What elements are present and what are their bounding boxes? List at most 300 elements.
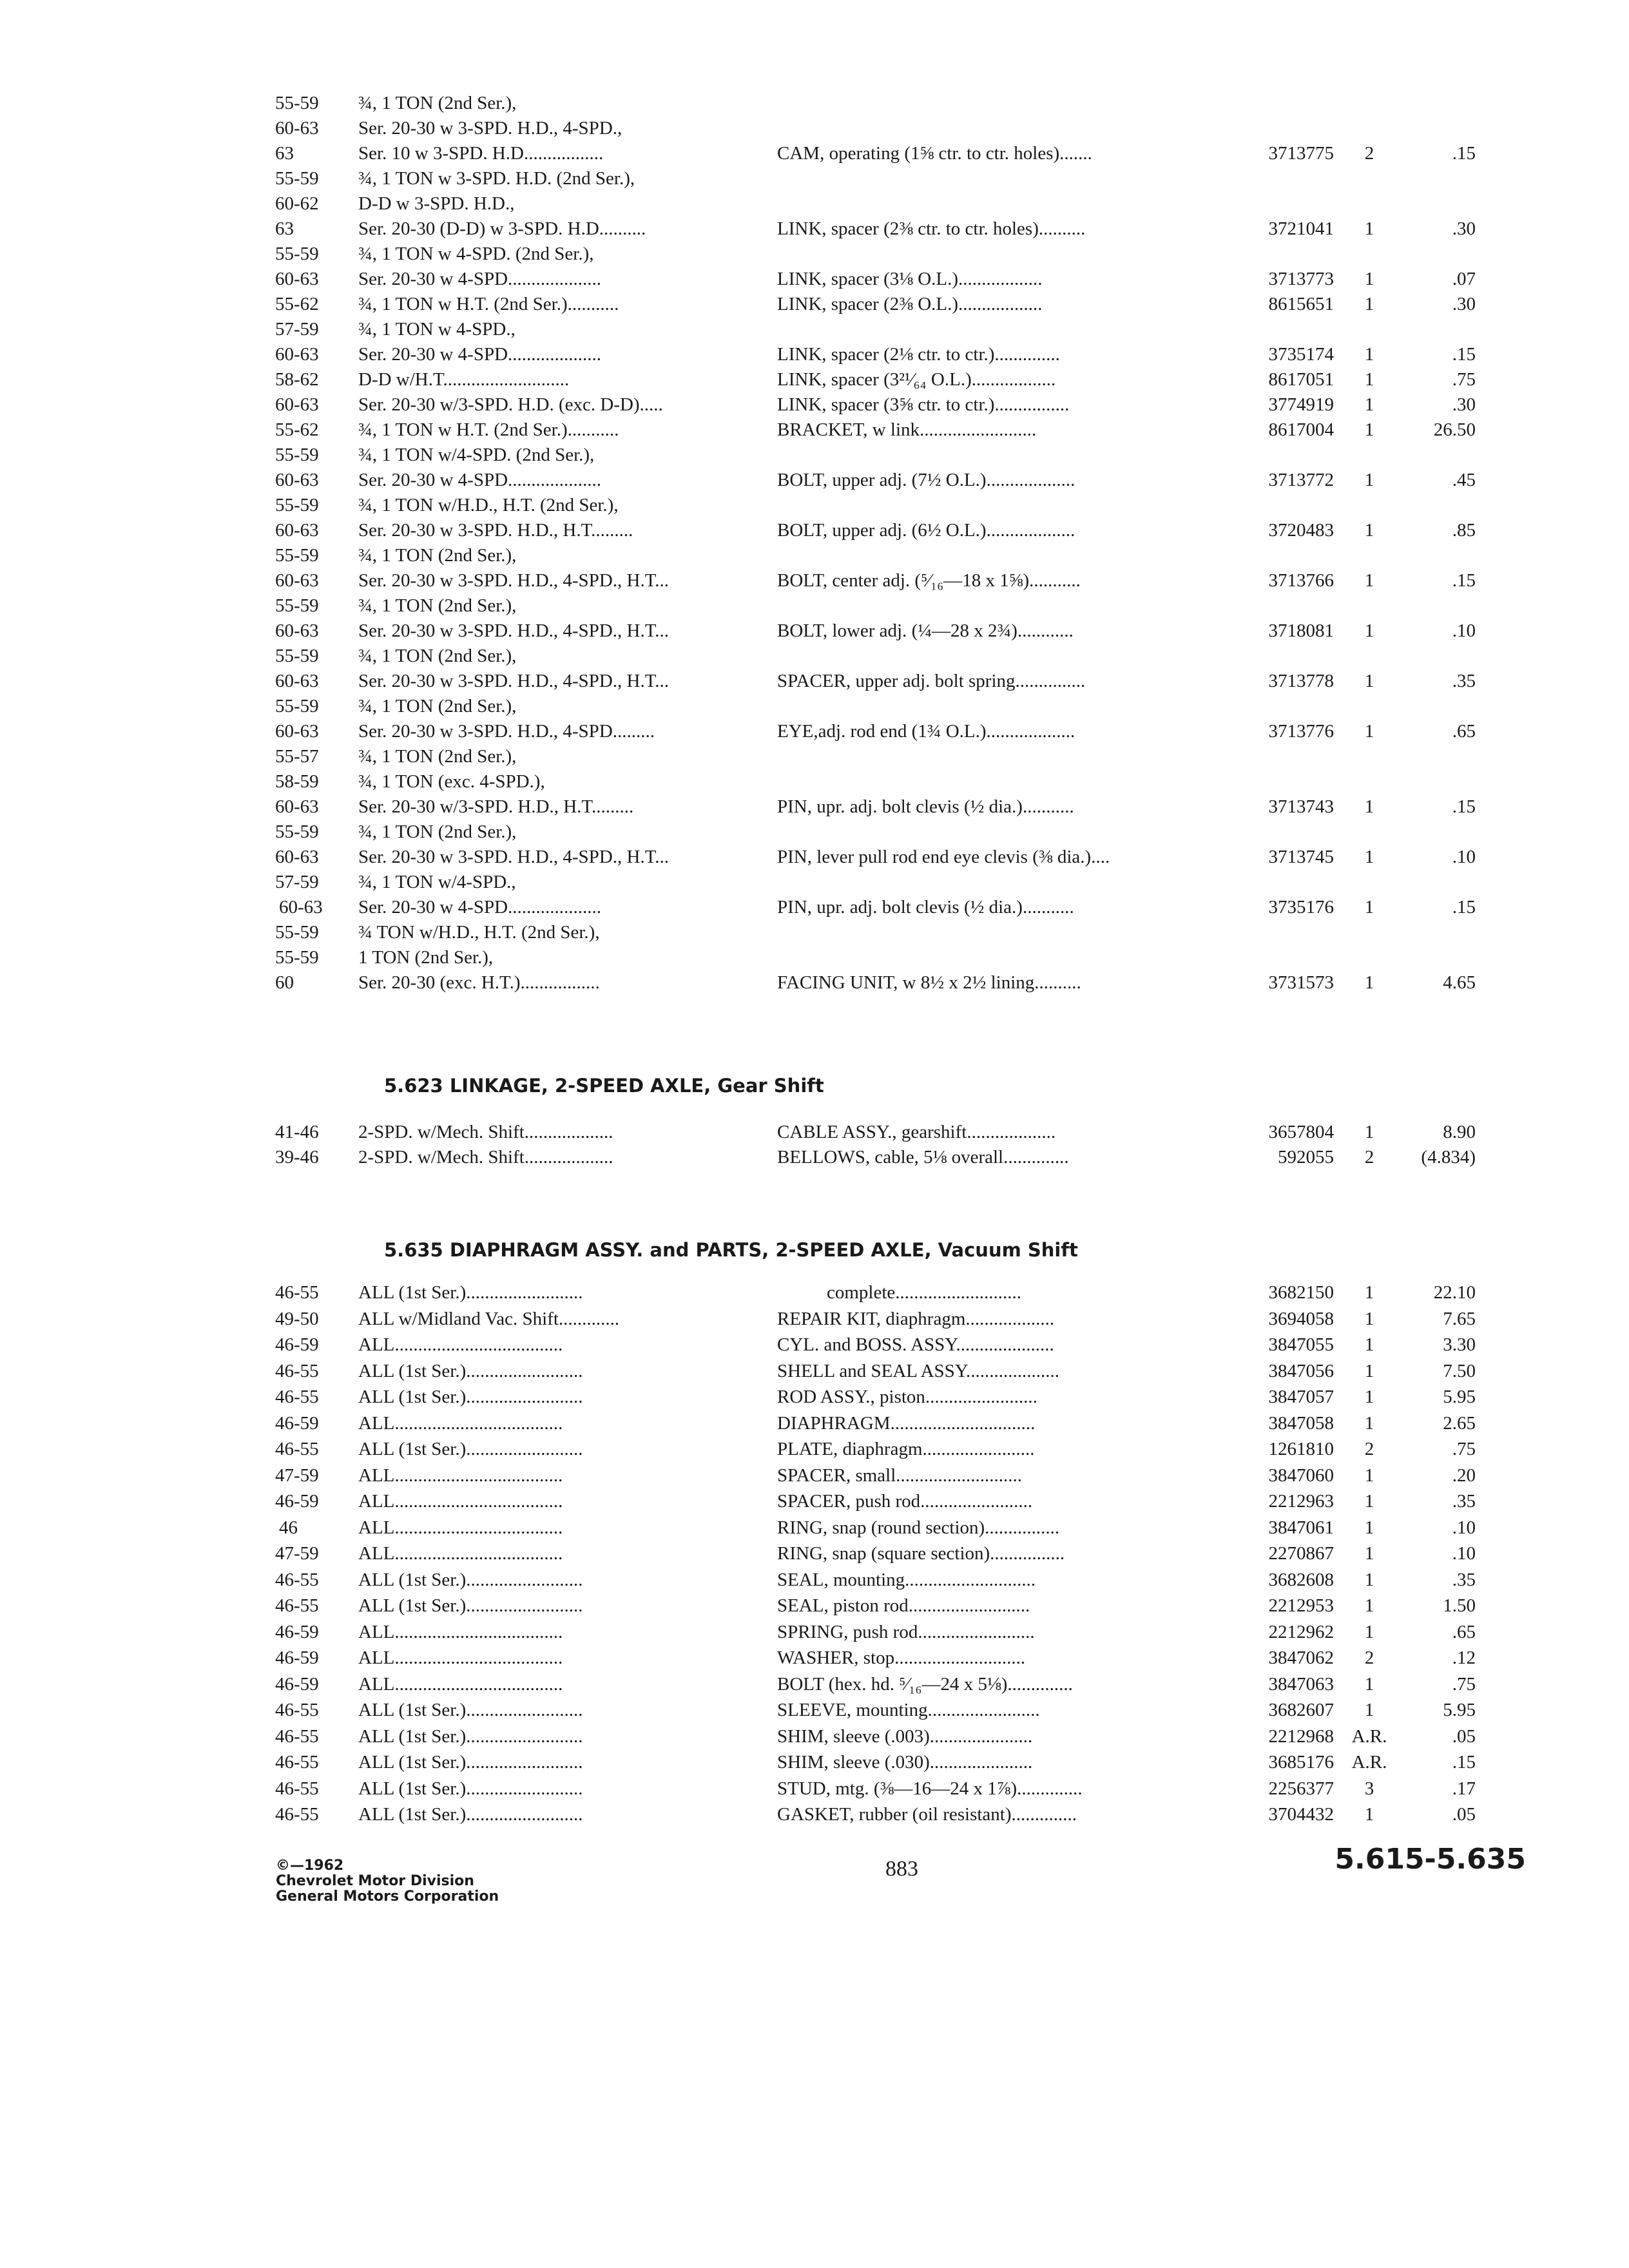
model-description: ALL (1st Ser.)......................... <box>358 1282 583 1303</box>
table-row <box>0 1436 1629 1462</box>
table-row <box>0 543 1629 568</box>
table-row <box>0 1567 1629 1593</box>
table-row <box>0 216 1629 242</box>
part-description: BELLOWS, cable, 5⅛ overall.............. <box>777 1147 1069 1168</box>
year-range: 55-62 <box>275 419 319 440</box>
year-range: 58-59 <box>275 771 319 792</box>
list-price: 22.10 <box>1433 1282 1476 1303</box>
quantity: 1 <box>1364 620 1374 641</box>
part-description: LINK, spacer (2⅜ O.L.).................. <box>777 294 1043 314</box>
table-row <box>0 341 1629 367</box>
quantity: 2 <box>1364 1439 1374 1459</box>
list-price: .20 <box>1452 1465 1476 1486</box>
year-range: 63 <box>275 143 294 164</box>
model-description: Ser. 20-30 w 4-SPD.................... <box>358 269 602 289</box>
year-range: 46-59 <box>275 1673 319 1695</box>
year-range: 46-59 <box>275 1412 319 1434</box>
part-number: 3735176 <box>1268 897 1334 918</box>
year-range: 57-59 <box>275 319 319 340</box>
part-description: BOLT, upper adj. (6½ O.L.)................... <box>777 520 1075 541</box>
part-number: 2212968 <box>1268 1725 1334 1747</box>
part-description: BOLT, lower adj. (¼—28 x 2¾)............ <box>777 620 1074 641</box>
table-row <box>0 115 1629 141</box>
quantity: 2 <box>1364 1147 1374 1168</box>
year-range: 47-59 <box>275 1465 319 1486</box>
model-description: ALL (1st Ser.)......................... <box>358 1778 583 1799</box>
table-row <box>0 517 1629 543</box>
part-description: SPACER, upper adj. bolt spring............... <box>777 671 1086 691</box>
list-price: 2.65 <box>1443 1412 1476 1434</box>
model-description: ALL.................................... <box>358 1334 563 1355</box>
model-description: ¾, 1 TON (2nd Ser.), <box>358 93 517 113</box>
table-row <box>0 241 1629 267</box>
part-number: 8617051 <box>1268 369 1334 390</box>
year-range: 55-59 <box>275 545 319 566</box>
list-price: (4.834) <box>1421 1147 1476 1168</box>
year-range: 46-55 <box>275 1752 319 1773</box>
model-description: ALL.................................... <box>358 1412 563 1434</box>
table-row <box>0 970 1629 995</box>
model-description: ALL w/Midland Vac. Shift............. <box>358 1308 620 1329</box>
year-range: 46-59 <box>275 1621 319 1642</box>
quantity: A.R. <box>1351 1725 1387 1747</box>
quantity: 1 <box>1364 1621 1374 1642</box>
year-range: 46-55 <box>275 1569 319 1590</box>
part-description: SHELL and SEAL ASSY.................... <box>777 1360 1059 1381</box>
quantity: 1 <box>1364 671 1374 691</box>
year-range: 60-63 <box>275 671 319 691</box>
year-range: 55-62 <box>275 294 319 314</box>
model-description: Ser. 20-30 w 3-SPD. H.D., 4-SPD., H.T... <box>358 847 670 867</box>
table-row <box>0 417 1629 443</box>
list-price: .05 <box>1452 1725 1476 1747</box>
part-number: 3713766 <box>1268 570 1334 591</box>
part-description: LINK, spacer (3⅝ ctr. to ctr.)................ <box>777 394 1070 415</box>
part-number: 3774919 <box>1268 394 1334 415</box>
part-number: 3713772 <box>1268 470 1334 490</box>
list-price: .30 <box>1452 218 1476 239</box>
table-row <box>0 492 1629 518</box>
quantity: 1 <box>1364 218 1374 239</box>
model-description: ¾, 1 TON w 4-SPD., <box>358 319 516 340</box>
part-description: ROD ASSY., piston........................ <box>777 1387 1037 1407</box>
model-description: ¾, 1 TON (2nd Ser.), <box>358 595 517 616</box>
year-range: 46-55 <box>275 1387 319 1407</box>
part-description: CYL. and BOSS. ASSY..................... <box>777 1334 1054 1355</box>
part-description: SHIM, sleeve (.003)...................... <box>777 1725 1033 1747</box>
year-range: 60-63 <box>275 269 319 289</box>
table-row <box>0 668 1629 694</box>
part-description: SHIM, sleeve (.030)...................... <box>777 1752 1033 1773</box>
part-description: LINK, spacer (2⅜ ctr. to ctr. holes).......... <box>777 218 1086 239</box>
year-range: 55-59 <box>275 696 319 716</box>
copyright-block <box>276 1858 499 1905</box>
quantity: 1 <box>1364 470 1374 490</box>
table-row <box>0 1358 1629 1384</box>
quantity: A.R. <box>1351 1752 1387 1773</box>
list-price: .15 <box>1452 796 1476 817</box>
year-range: 60-63 <box>275 796 319 817</box>
part-number: 3682150 <box>1268 1282 1334 1303</box>
model-description: Ser. 20-30 w 3-SPD. H.D., 4-SPD., <box>358 118 622 139</box>
table-row <box>0 693 1629 719</box>
model-description: ALL.................................... <box>358 1491 563 1512</box>
quantity: 3 <box>1364 1778 1374 1799</box>
table-row <box>0 643 1629 669</box>
model-description: ¾, 1 TON w/4-SPD., <box>358 872 516 892</box>
list-price: .35 <box>1452 1569 1476 1590</box>
year-range: 55-59 <box>275 822 319 842</box>
part-description: RING, snap (round section)................ <box>777 1517 1060 1538</box>
year-range: 46-55 <box>275 1804 319 1825</box>
list-price: 7.50 <box>1443 1360 1476 1381</box>
quantity: 1 <box>1364 294 1374 314</box>
part-description: PIN, lever pull rod end eye clevis (⅜ dia.).... <box>777 847 1110 867</box>
part-description: BOLT, center adj. (⁵⁄₁₆—18 x 1⅝)........... <box>777 570 1081 591</box>
quantity: 1 <box>1364 847 1374 867</box>
table-row <box>0 819 1629 845</box>
part-number: 8617004 <box>1268 419 1334 440</box>
table-row <box>0 1671 1629 1697</box>
table-row <box>0 744 1629 769</box>
quantity: 1 <box>1364 1700 1374 1720</box>
year-range: 60-63 <box>275 394 319 415</box>
table-row <box>0 367 1629 392</box>
list-price: .10 <box>1452 620 1476 641</box>
model-description: ALL (1st Ser.)......................... <box>358 1752 583 1773</box>
year-range: 60-63 <box>275 470 319 490</box>
table-row <box>0 1749 1629 1775</box>
part-number: 3713778 <box>1268 671 1334 691</box>
part-description: complete........................... <box>827 1282 1022 1303</box>
part-description: SEAL, piston rod.......................... <box>777 1595 1030 1616</box>
model-description: ¾, 1 TON w H.T. (2nd Ser.)........... <box>358 419 619 440</box>
part-description: PIN, upr. adj. bolt clevis (½ dia.)........... <box>777 897 1074 918</box>
model-description: ALL (1st Ser.)......................... <box>358 1360 583 1381</box>
table-row <box>0 266 1629 292</box>
year-range: 55-59 <box>275 244 319 264</box>
table-row <box>0 1306 1629 1332</box>
table-row <box>0 392 1629 418</box>
quantity: 1 <box>1364 1412 1374 1434</box>
table-row <box>0 291 1629 317</box>
table-row <box>0 1697 1629 1723</box>
table-row <box>0 1724 1629 1749</box>
year-range: 60-63 <box>275 118 319 139</box>
table-row <box>0 869 1629 895</box>
division-name: Chevrolet Motor Division <box>276 1873 474 1889</box>
list-price: 5.95 <box>1443 1700 1476 1720</box>
part-description: SPACER, small........................... <box>777 1465 1023 1486</box>
part-description: BOLT, upper adj. (7½ O.L.)................... <box>777 470 1075 490</box>
year-range: 46-59 <box>275 1648 319 1668</box>
part-description: SLEEVE, mounting........................ <box>777 1700 1040 1720</box>
year-range: 58-62 <box>275 369 319 390</box>
part-number: 1261810 <box>1268 1439 1334 1459</box>
section-range: 5.615-5.635 <box>1335 1843 1526 1876</box>
table-row <box>0 618 1629 644</box>
table-row <box>0 1488 1629 1514</box>
table-row <box>0 1541 1629 1566</box>
model-description: Ser. 20-30 w 3-SPD. H.D., 4-SPD......... <box>358 721 655 742</box>
part-number: 2212963 <box>1268 1491 1334 1512</box>
model-description: ALL (1st Ser.)......................... <box>358 1387 583 1407</box>
part-number: 2212953 <box>1268 1595 1334 1616</box>
part-number: 3718081 <box>1268 620 1334 641</box>
part-number: 3694058 <box>1268 1308 1334 1329</box>
list-price: 4.65 <box>1443 972 1476 993</box>
year-range: 60-63 <box>275 847 319 867</box>
list-price: .17 <box>1452 1778 1476 1799</box>
year-range: 46 <box>279 1517 298 1538</box>
model-description: ¾, 1 TON w 4-SPD. (2nd Ser.), <box>358 244 594 264</box>
year-range: 46-59 <box>275 1491 319 1512</box>
model-description: ¾, 1 TON w/4-SPD. (2nd Ser.), <box>358 445 595 465</box>
table-row <box>0 1410 1629 1436</box>
year-range: 60-63 <box>275 344 319 365</box>
quantity: 1 <box>1364 419 1374 440</box>
year-range: 41-46 <box>275 1122 319 1142</box>
year-range: 46-55 <box>275 1778 319 1799</box>
year-range: 60-63 <box>279 897 323 918</box>
model-description: ALL (1st Ser.)......................... <box>358 1595 583 1616</box>
model-description: ALL (1st Ser.)......................... <box>358 1725 583 1747</box>
part-description: PLATE, diaphragm........................ <box>777 1439 1035 1459</box>
year-range: 60-62 <box>275 193 319 214</box>
model-description: ALL.................................... <box>358 1543 563 1564</box>
model-description: ¾, 1 TON (2nd Ser.), <box>358 545 517 566</box>
part-description: SPACER, push rod........................ <box>777 1491 1033 1512</box>
model-description: Ser. 10 w 3-SPD. H.D................. <box>358 143 604 164</box>
quantity: 1 <box>1364 1308 1374 1329</box>
table-row <box>0 1776 1629 1802</box>
table-row <box>0 568 1629 593</box>
part-number: 2256377 <box>1268 1778 1334 1799</box>
quantity: 1 <box>1364 1517 1374 1538</box>
quantity: 1 <box>1364 1543 1374 1564</box>
year-range: 46-55 <box>275 1282 319 1303</box>
quantity: 1 <box>1364 1334 1374 1355</box>
table-row <box>0 1645 1629 1671</box>
year-range: 55-59 <box>275 922 319 943</box>
table-row <box>0 1144 1629 1170</box>
model-description: ¾, 1 TON (2nd Ser.), <box>358 646 517 666</box>
year-range: 46-55 <box>275 1360 319 1381</box>
corporation-name: General Motors Corporation <box>276 1888 499 1905</box>
year-range: 55-59 <box>275 947 319 968</box>
table-row <box>0 166 1629 191</box>
table-row <box>0 1280 1629 1305</box>
year-range: 46-55 <box>275 1595 319 1616</box>
list-price: 7.65 <box>1443 1308 1476 1329</box>
copyright-year: ©—1962 <box>276 1858 344 1874</box>
list-price: .30 <box>1452 294 1476 314</box>
part-number: 3682607 <box>1268 1700 1334 1720</box>
quantity: 1 <box>1364 570 1374 591</box>
part-description: SEAL, mounting............................ <box>777 1569 1036 1590</box>
model-description: D-D w/H.T........................... <box>358 369 570 390</box>
quantity: 1 <box>1364 796 1374 817</box>
list-price: .15 <box>1452 143 1476 164</box>
part-number: 3720483 <box>1268 520 1334 541</box>
part-number: 3704432 <box>1268 1804 1334 1825</box>
quantity: 1 <box>1364 1595 1374 1616</box>
model-description: ALL (1st Ser.)......................... <box>358 1569 583 1590</box>
part-number: 3847057 <box>1268 1387 1334 1407</box>
model-description: ALL (1st Ser.)......................... <box>358 1439 583 1459</box>
table-row <box>0 1463 1629 1488</box>
part-number: 3682608 <box>1268 1569 1334 1590</box>
table-row <box>0 442 1629 468</box>
model-description: ¾, 1 TON w/H.D., H.T. (2nd Ser.), <box>358 495 619 515</box>
table-row <box>0 718 1629 744</box>
model-description: ALL (1st Ser.)......................... <box>358 1700 583 1720</box>
year-range: 46-59 <box>275 1334 319 1355</box>
model-description: Ser. 20-30 w 3-SPD. H.D., 4-SPD., H.T... <box>358 671 670 691</box>
list-price: .35 <box>1452 1491 1476 1512</box>
part-description: RING, snap (square section)................ <box>777 1543 1065 1564</box>
quantity: 2 <box>1364 1648 1374 1668</box>
page-number: 883 <box>885 1857 918 1881</box>
model-description: Ser. 20-30 w 3-SPD. H.D., H.T......... <box>358 520 633 541</box>
table-row <box>0 894 1629 920</box>
part-description: WASHER, stop............................ <box>777 1648 1026 1668</box>
list-price: .30 <box>1452 394 1476 415</box>
year-range: 60-63 <box>275 520 319 541</box>
part-number: 3847060 <box>1268 1465 1334 1486</box>
quantity: 1 <box>1364 369 1374 390</box>
part-number: 2212962 <box>1268 1621 1334 1642</box>
list-price: 5.95 <box>1443 1387 1476 1407</box>
quantity: 1 <box>1364 1569 1374 1590</box>
model-description: ALL (1st Ser.)......................... <box>358 1804 583 1825</box>
part-number: 3685176 <box>1268 1752 1334 1773</box>
part-description: CABLE ASSY., gearshift................... <box>777 1122 1056 1142</box>
quantity: 1 <box>1364 344 1374 365</box>
table-row <box>0 191 1629 216</box>
quantity: 1 <box>1364 1804 1374 1825</box>
list-price: .15 <box>1452 344 1476 365</box>
table-row <box>0 945 1629 970</box>
model-description: 2-SPD. w/Mech. Shift................... <box>358 1122 613 1142</box>
part-number: 3713775 <box>1268 143 1334 164</box>
part-number: 3847061 <box>1268 1517 1334 1538</box>
part-number: 3847058 <box>1268 1412 1334 1434</box>
part-description: BOLT (hex. hd. ⁵⁄₁₆—24 x 5⅛).............. <box>777 1673 1073 1695</box>
part-description: LINK, spacer (2⅛ ctr. to ctr.).............. <box>777 344 1060 365</box>
model-description: ALL.................................... <box>358 1648 563 1668</box>
table-row <box>0 1619 1629 1645</box>
model-description: ¾ TON w/H.D., H.T. (2nd Ser.), <box>358 922 600 943</box>
model-description: 2-SPD. w/Mech. Shift................... <box>358 1147 613 1168</box>
table-row <box>0 593 1629 619</box>
part-number: 3713745 <box>1268 847 1334 867</box>
part-number: 3721041 <box>1268 218 1334 239</box>
table-row <box>0 1802 1629 1827</box>
quantity: 2 <box>1364 143 1374 164</box>
model-description: Ser. 20-30 w 4-SPD.................... <box>358 470 602 490</box>
part-description: REPAIR KIT, diaphragm................... <box>777 1308 1055 1329</box>
quantity: 1 <box>1364 394 1374 415</box>
list-price: 3.30 <box>1443 1334 1476 1355</box>
list-price: .35 <box>1452 671 1476 691</box>
year-range: 60-63 <box>275 620 319 641</box>
part-description: BRACKET, w link......................... <box>777 419 1037 440</box>
part-number: 592055 <box>1278 1147 1334 1168</box>
table-row <box>0 769 1629 794</box>
part-description: LINK, spacer (3⅛ O.L.).................. <box>777 269 1043 289</box>
list-price: .05 <box>1452 1804 1476 1825</box>
year-range: 55-59 <box>275 168 319 189</box>
quantity: 1 <box>1364 1673 1374 1695</box>
year-range: 39-46 <box>275 1147 319 1168</box>
quantity: 1 <box>1364 972 1374 993</box>
model-description: ¾, 1 TON w 3-SPD. H.D. (2nd Ser.), <box>358 168 635 189</box>
model-description: D-D w 3-SPD. H.D., <box>358 193 515 214</box>
model-description: ¾, 1 TON (2nd Ser.), <box>358 696 517 716</box>
quantity: 1 <box>1364 1387 1374 1407</box>
list-price: .10 <box>1452 1543 1476 1564</box>
part-description: SPRING, push rod......................... <box>777 1621 1035 1642</box>
part-description: GASKET, rubber (oil resistant).............. <box>777 1804 1077 1825</box>
list-price: .10 <box>1452 847 1476 867</box>
year-range: 55-59 <box>275 646 319 666</box>
year-range: 55-57 <box>275 746 319 767</box>
quantity: 1 <box>1364 269 1374 289</box>
part-number: 8615651 <box>1268 294 1334 314</box>
model-description: ¾, 1 TON (exc. 4-SPD.), <box>358 771 545 792</box>
model-description: Ser. 20-30 w 3-SPD. H.D., 4-SPD., H.T... <box>358 620 670 641</box>
list-price: .07 <box>1452 269 1476 289</box>
quantity: 1 <box>1364 1282 1374 1303</box>
model-description: ALL.................................... <box>358 1621 563 1642</box>
quantity: 1 <box>1364 897 1374 918</box>
year-range: 60-63 <box>275 721 319 742</box>
part-description: PIN, upr. adj. bolt clevis (½ dia.)........... <box>777 796 1074 817</box>
table-row <box>0 467 1629 493</box>
model-description: Ser. 20-30 w 4-SPD.................... <box>358 897 602 918</box>
year-range: 63 <box>275 218 294 239</box>
list-price: 8.90 <box>1443 1122 1476 1142</box>
list-price: .75 <box>1452 1673 1476 1695</box>
table-row <box>0 1593 1629 1619</box>
list-price: 1.50 <box>1443 1595 1476 1616</box>
model-description: Ser. 20-30 w/3-SPD. H.D. (exc. D-D)..... <box>358 394 663 415</box>
quantity: 1 <box>1364 1465 1374 1486</box>
part-number: 3847056 <box>1268 1360 1334 1381</box>
table-row <box>0 1119 1629 1145</box>
list-price: .15 <box>1452 897 1476 918</box>
year-range: 60 <box>275 972 294 993</box>
quantity: 1 <box>1364 520 1374 541</box>
list-price: .75 <box>1452 1439 1476 1459</box>
model-description: ALL.................................... <box>358 1465 563 1486</box>
model-description: ALL.................................... <box>358 1673 563 1695</box>
model-description: ¾, 1 TON (2nd Ser.), <box>358 746 517 767</box>
list-price: .15 <box>1452 1752 1476 1773</box>
year-range: 60-63 <box>275 570 319 591</box>
part-description: DIAPHRAGM............................... <box>777 1412 1036 1434</box>
year-range: 57-59 <box>275 872 319 892</box>
table-row <box>0 794 1629 820</box>
list-price: 26.50 <box>1433 419 1476 440</box>
list-price: .15 <box>1452 570 1476 591</box>
list-price: .75 <box>1452 369 1476 390</box>
model-description: Ser. 20-30 (exc. H.T.)................. <box>358 972 600 993</box>
year-range: 46-55 <box>275 1725 319 1747</box>
part-number: 3657804 <box>1268 1122 1334 1142</box>
model-description: Ser. 20-30 w 4-SPD.................... <box>358 344 602 365</box>
